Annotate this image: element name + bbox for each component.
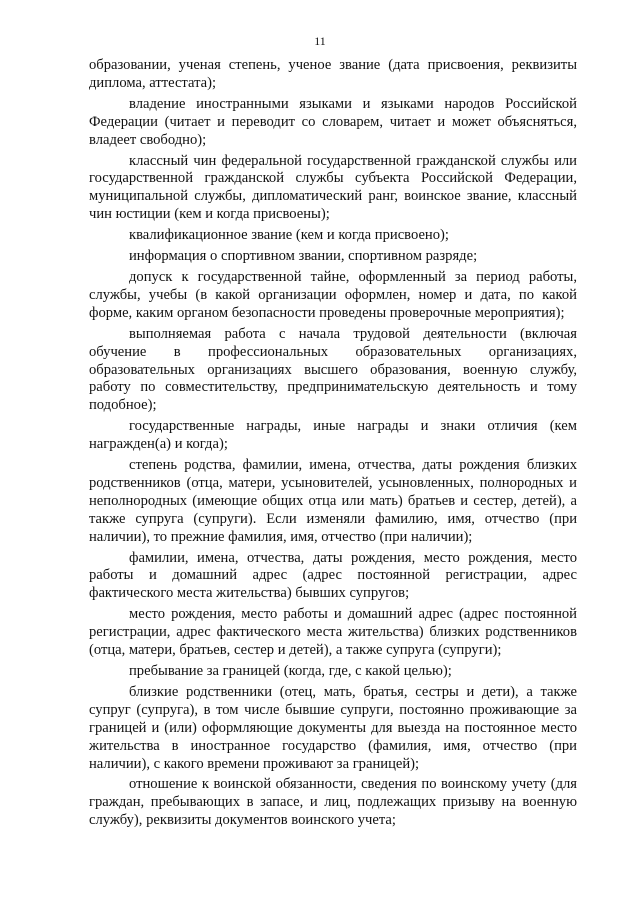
paragraph: близкие родственники (отец, мать, братья, сестры и дети), а также супруг (супруга), в том числе бывшие супруги, постоянно проживающие за границей и (или) оформляющие документы для выезда на постоянное место жительства в иностранное государство (фамилия, имя, отчество (при наличии), с какого времени проживают за границей);	[89, 683, 577, 772]
paragraph: квалификационное звание (кем и когда присвоено);	[129, 227, 449, 244]
paragraph: пребывание за границей (когда, где, с какой целью);	[129, 663, 452, 679]
paragraph: степень родства, фамилии, имена, отчества, даты рождения близких родственников (отца, матери, усыновителей, усыновленных, полнородных и неполнородных (имеющие общих отца или мать) братьев и сестер, детей), а также супруга (супруги). Если изменяли фамилию, имя, отчество (при наличии), то прежние фамилия, имя, отчество (при наличии);	[89, 457, 577, 545]
page-number: 11	[314, 34, 326, 48]
paragraph: государственные награды, иные награды и знаки отличия (кем награжден(а) и когда);	[89, 418, 577, 453]
paragraph: допуск к государственной тайне, оформленный за период работы, службы, учебы (в какой организации оформлен, номер и дата, по какой форме, каким органом безопасности проведены проверочные мероприятия);	[89, 268, 577, 321]
paragraph: классный чин федеральной государственной гражданской службы или государственной гражданской службы субъекта Российской Федерации, муниципальной службы, дипломатический ранг, воинское звание, классный чин юстиции (кем и когда присвоены);	[89, 152, 577, 223]
paragraph: отношение к воинской обязанности, сведения по воинскому учету (для граждан, пребывающих в запасе, и лиц, подлежащих призыву на военную службу), реквизиты документов воинского учета;	[89, 776, 577, 829]
paragraph: место рождения, место работы и домашний адрес (адрес постоянной регистрации, адрес фактического места жительства) близких родственников (отца, матери, братьев, сестер и детей), а также супруга (супруги);	[89, 606, 577, 659]
document-body	[89, 57, 577, 833]
paragraph: выполняемая работа с начала трудовой деятельности (включая обучение в профессиональных образовательных организациях, образовательных организациях высшего образования, военную службу, работу по совместительству, предпринимательскую деятельность и тому подобное);	[89, 325, 577, 414]
paragraph: информация о спортивном звании, спортивном разряде;	[129, 248, 478, 265]
paragraph: владение иностранными языками и языками народов Российской Федерации (читает и переводит со словарем, читает и может объясняться, владеет свободно);	[89, 95, 577, 148]
paragraph: фамилии, имена, отчества, даты рождения, место рождения, место работы и домашний адрес (адрес постоянной регистрации, адрес фактического места жительства) бывших супругов;	[89, 549, 577, 602]
paragraph: образовании, ученая степень, ученое звание (дата присвоения, реквизиты диплома, аттестата);	[89, 57, 577, 91]
